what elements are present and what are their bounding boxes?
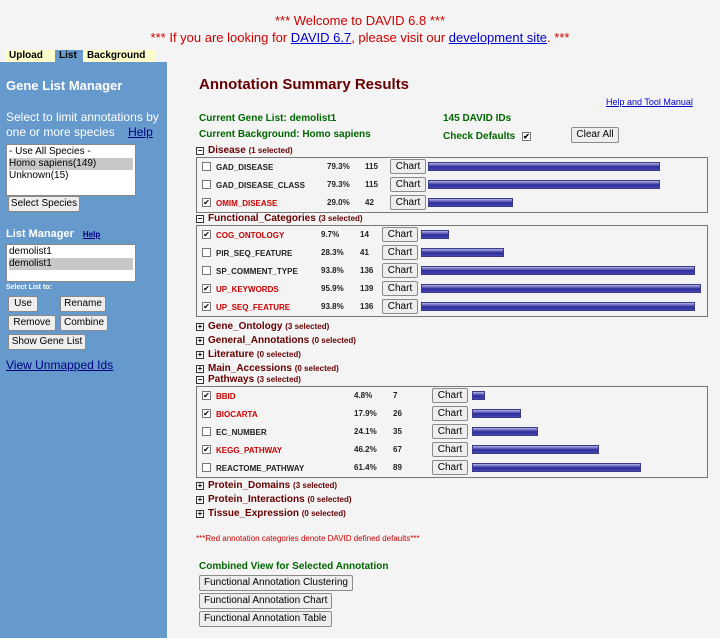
percent-bar [421,230,449,239]
percent-bar [472,427,538,436]
annotation-checkbox[interactable] [202,180,211,189]
banner-text: . *** [547,30,570,45]
annotation-count: 136 [360,266,374,275]
defaults-note: ***Red annotation categories denote DAVID defined defaults*** [196,534,420,543]
annotation-row [197,423,707,441]
annotation-percent: 46.2% [354,445,377,454]
list-manager-text: List Manager [6,228,74,240]
annotation-name: EC_NUMBER [216,428,267,437]
chart-button[interactable]: Chart [432,424,468,439]
annotation-percent: 93.8% [321,266,344,275]
annotation-count: 67 [393,445,402,454]
banner-line-2 [0,29,720,46]
annotation-percent: 17.9% [354,409,377,418]
annotation-name: UP_SEQ_FEATURE [216,303,291,312]
check-defaults [443,131,531,142]
functional-annotation-clustering-button[interactable]: Functional Annotation Clustering [199,575,353,591]
annotation-row [197,298,707,316]
chart-button[interactable]: Chart [382,299,418,314]
use-button[interactable]: Use [8,296,38,312]
annotation-percent: 79.3% [327,180,350,189]
tab-background[interactable]: Background [83,50,155,62]
welcome-banner [0,12,720,46]
select-list-to-label: Select List to: [6,284,52,291]
selected-count: (0 selected) [301,509,346,518]
annotation-percent: 79.3% [327,162,350,171]
expand-icon[interactable]: + [197,509,203,518]
annotation-name: GAD_DISEASE [216,163,274,172]
functional-annotation-table-button[interactable]: Functional Annotation Table [199,611,332,627]
annotation-checkbox[interactable] [202,266,211,275]
annotation-count: 89 [393,463,402,472]
annotation-count: 26 [393,409,402,418]
annotation-name: BIOCARTA [216,410,258,419]
category-name: Gene_Ontology [208,321,286,332]
category-protein-domains[interactable] [196,480,337,492]
help-manual-link[interactable]: Help and Tool Manual [606,97,693,107]
annotation-checkbox[interactable] [202,248,211,257]
species-option[interactable]: Unknown(15) [9,170,69,181]
category-functional-categories[interactable] [196,213,363,225]
page-title: Annotation Summary Results [199,76,410,93]
combined-view-label: Combined View for Selected Annotation [199,561,389,572]
category-name: Protein_Domains [208,480,294,491]
annotation-name: REACTOME_PATHWAY [216,464,305,473]
list-select[interactable] [6,244,136,282]
development-site-link[interactable]: development site [448,30,548,45]
banner-line-1: *** Welcome to DAVID 6.8 *** [274,13,446,28]
category-panel [196,225,708,317]
chart-button[interactable]: Chart [390,177,426,192]
percent-bar [428,180,660,189]
show-gene-list-button[interactable]: Show Gene List [8,334,86,350]
chart-button[interactable]: Chart [432,460,468,475]
annotation-row [197,459,707,477]
chart-button[interactable]: Chart [390,159,426,174]
percent-bar [421,284,701,293]
percent-bar [421,302,695,311]
selected-count: (0 selected) [311,336,356,345]
category-name: General_Annotations [208,335,312,346]
percent-bar [428,162,660,171]
gene-list-manager-title: Gene List Manager [6,78,123,93]
percent-bar [428,198,513,207]
remove-button[interactable]: Remove [8,315,56,331]
annotation-checkbox[interactable]: ✔ [203,302,210,311]
annotation-count: 139 [360,284,374,293]
category-disease[interactable] [196,145,293,157]
chart-button[interactable]: Chart [390,195,426,210]
annotation-row [197,262,707,280]
annotation-checkbox[interactable]: ✔ [203,391,210,400]
annotation-name: GAD_DISEASE_CLASS [216,181,305,190]
annotation-percent: 24.1% [354,427,377,436]
david-ids-count: 145 DAVID IDs [443,113,512,124]
annotation-row [197,280,707,298]
annotation-checkbox[interactable]: ✔ [203,409,210,418]
annotation-count: 35 [393,427,402,436]
selected-count: (0 selected) [294,364,339,373]
tab-bar [5,50,155,62]
selected-count: (3 selected) [293,481,338,490]
annotation-row [197,387,707,405]
category-gene-ontology[interactable] [196,321,329,333]
annotation-percent: 9.7% [321,230,340,239]
chart-button[interactable]: Chart [382,281,418,296]
tab-list[interactable]: List [55,50,83,62]
chart-button[interactable]: Chart [382,245,418,260]
annotation-row [197,405,707,423]
species-help-link[interactable]: Help [128,125,153,139]
combine-button[interactable]: Combine [60,315,108,331]
annotation-count: 115 [365,180,378,189]
selected-count: (1 selected) [248,146,293,155]
annotation-name: KEGG_PATHWAY [216,446,283,455]
annotation-percent: 93.8% [321,302,344,311]
selected-count: (3 selected) [318,214,363,223]
select-species-button[interactable]: Select Species [8,196,80,212]
annotation-checkbox[interactable] [202,427,211,436]
category-name: Functional_Categories [208,213,319,224]
annotation-count: 41 [360,248,369,257]
percent-bar [421,248,504,257]
expand-icon[interactable]: + [197,322,203,331]
expand-icon[interactable]: + [197,481,203,490]
expand-icon[interactable]: + [197,350,203,359]
chart-button[interactable]: Chart [432,406,468,421]
selected-count: (0 selected) [307,495,352,504]
category-name: Protein_Interactions [208,494,308,505]
species-option[interactable]: Homo sapiens(149) [9,158,133,170]
functional-annotation-chart-button[interactable]: Functional Annotation Chart [199,593,332,609]
tab-upload[interactable]: Upload [5,50,55,62]
main-content [167,62,720,638]
category-general-annotations[interactable] [196,335,356,347]
percent-bar [472,445,599,454]
category-pathways[interactable] [196,374,301,386]
annotation-count: 42 [365,198,374,207]
annotation-checkbox[interactable] [202,162,211,171]
category-name: Pathways [208,374,257,385]
annotation-name: BBID [216,392,236,401]
category-name: Literature [208,349,257,360]
category-panel [196,157,708,213]
annotation-name: OMIM_DISEASE [216,199,278,208]
annotation-percent: 28.3% [321,248,344,257]
percent-bar [472,409,521,418]
percent-bar [421,266,695,275]
chart-button[interactable]: Chart [382,227,418,242]
annotation-row [197,244,707,262]
annotation-percent: 61.4% [354,463,377,472]
annotation-row [197,226,707,244]
clear-all-button[interactable]: Clear All [571,127,619,143]
chart-button[interactable]: Chart [432,442,468,457]
category-literature[interactable] [196,349,301,361]
check-defaults-checkbox[interactable]: ✔ [523,131,530,141]
view-unmapped-ids-link[interactable]: View Unmapped Ids [6,358,114,372]
check-defaults-label: Check Defaults [443,131,516,142]
annotation-count: 7 [393,391,398,400]
annotation-percent: 95.9% [321,284,344,293]
list-option[interactable]: demolist1 [9,246,52,257]
current-gene-list: Current Gene List: demolist1 [199,113,337,124]
percent-bar [472,391,485,400]
collapse-icon[interactable]: − [197,375,203,384]
annotation-row [197,176,707,194]
list-option[interactable]: demolist1 [9,258,133,270]
category-name: Main_Accessions [208,363,295,374]
annotation-name: COG_ONTOLOGY [216,231,285,240]
annotation-row [197,441,707,459]
expand-icon[interactable]: + [197,364,203,373]
category-name: Disease [208,145,249,156]
annotation-count: 115 [365,162,378,171]
expand-icon[interactable]: + [197,336,203,345]
list-manager-label [6,228,100,240]
rename-button[interactable]: Rename [60,296,106,312]
david67-link[interactable]: DAVID 6.7 [290,30,352,45]
annotation-count: 14 [360,230,369,239]
annotation-row [197,194,707,212]
annotation-checkbox[interactable]: ✔ [203,445,210,454]
collapse-icon[interactable]: − [197,214,203,223]
annotation-count: 136 [360,302,374,311]
annotation-name: UP_KEYWORDS [216,285,279,294]
species-option[interactable]: - Use All Species - [9,146,91,157]
selected-count: (3 selected) [285,322,330,331]
current-background: Current Background: Homo sapiens [199,129,371,140]
percent-bar [472,463,641,472]
species-instructions [6,110,166,140]
collapse-icon[interactable]: − [197,146,203,155]
annotation-checkbox[interactable]: ✔ [203,198,210,207]
category-name: Tissue_Expression [208,508,302,519]
category-panel [196,386,708,478]
chart-button[interactable]: Chart [382,263,418,278]
annotation-percent: 29.0% [327,198,350,207]
annotation-name: SP_COMMENT_TYPE [216,267,298,276]
list-manager-help-link[interactable]: Help [82,230,101,239]
species-select[interactable] [6,144,136,196]
annotation-percent: 4.8% [354,391,373,400]
annotation-checkbox[interactable]: ✔ [203,230,210,239]
annotation-checkbox[interactable]: ✔ [203,284,210,293]
annotation-name: PIR_SEQ_FEATURE [216,249,293,258]
species-text: Select to limit annotations by one or more species [6,110,159,139]
annotation-checkbox[interactable] [202,463,211,472]
sidebar [0,62,167,638]
category-tissue-expression[interactable] [196,508,346,520]
annotation-row [197,158,707,176]
banner-text: , please visit our [351,30,449,45]
expand-icon[interactable]: + [197,495,203,504]
selected-count: (0 selected) [256,350,301,359]
banner-text: *** If you are looking for [150,30,291,45]
selected-count: (3 selected) [256,375,301,384]
chart-button[interactable]: Chart [432,388,468,403]
category-protein-interactions[interactable] [196,494,352,506]
